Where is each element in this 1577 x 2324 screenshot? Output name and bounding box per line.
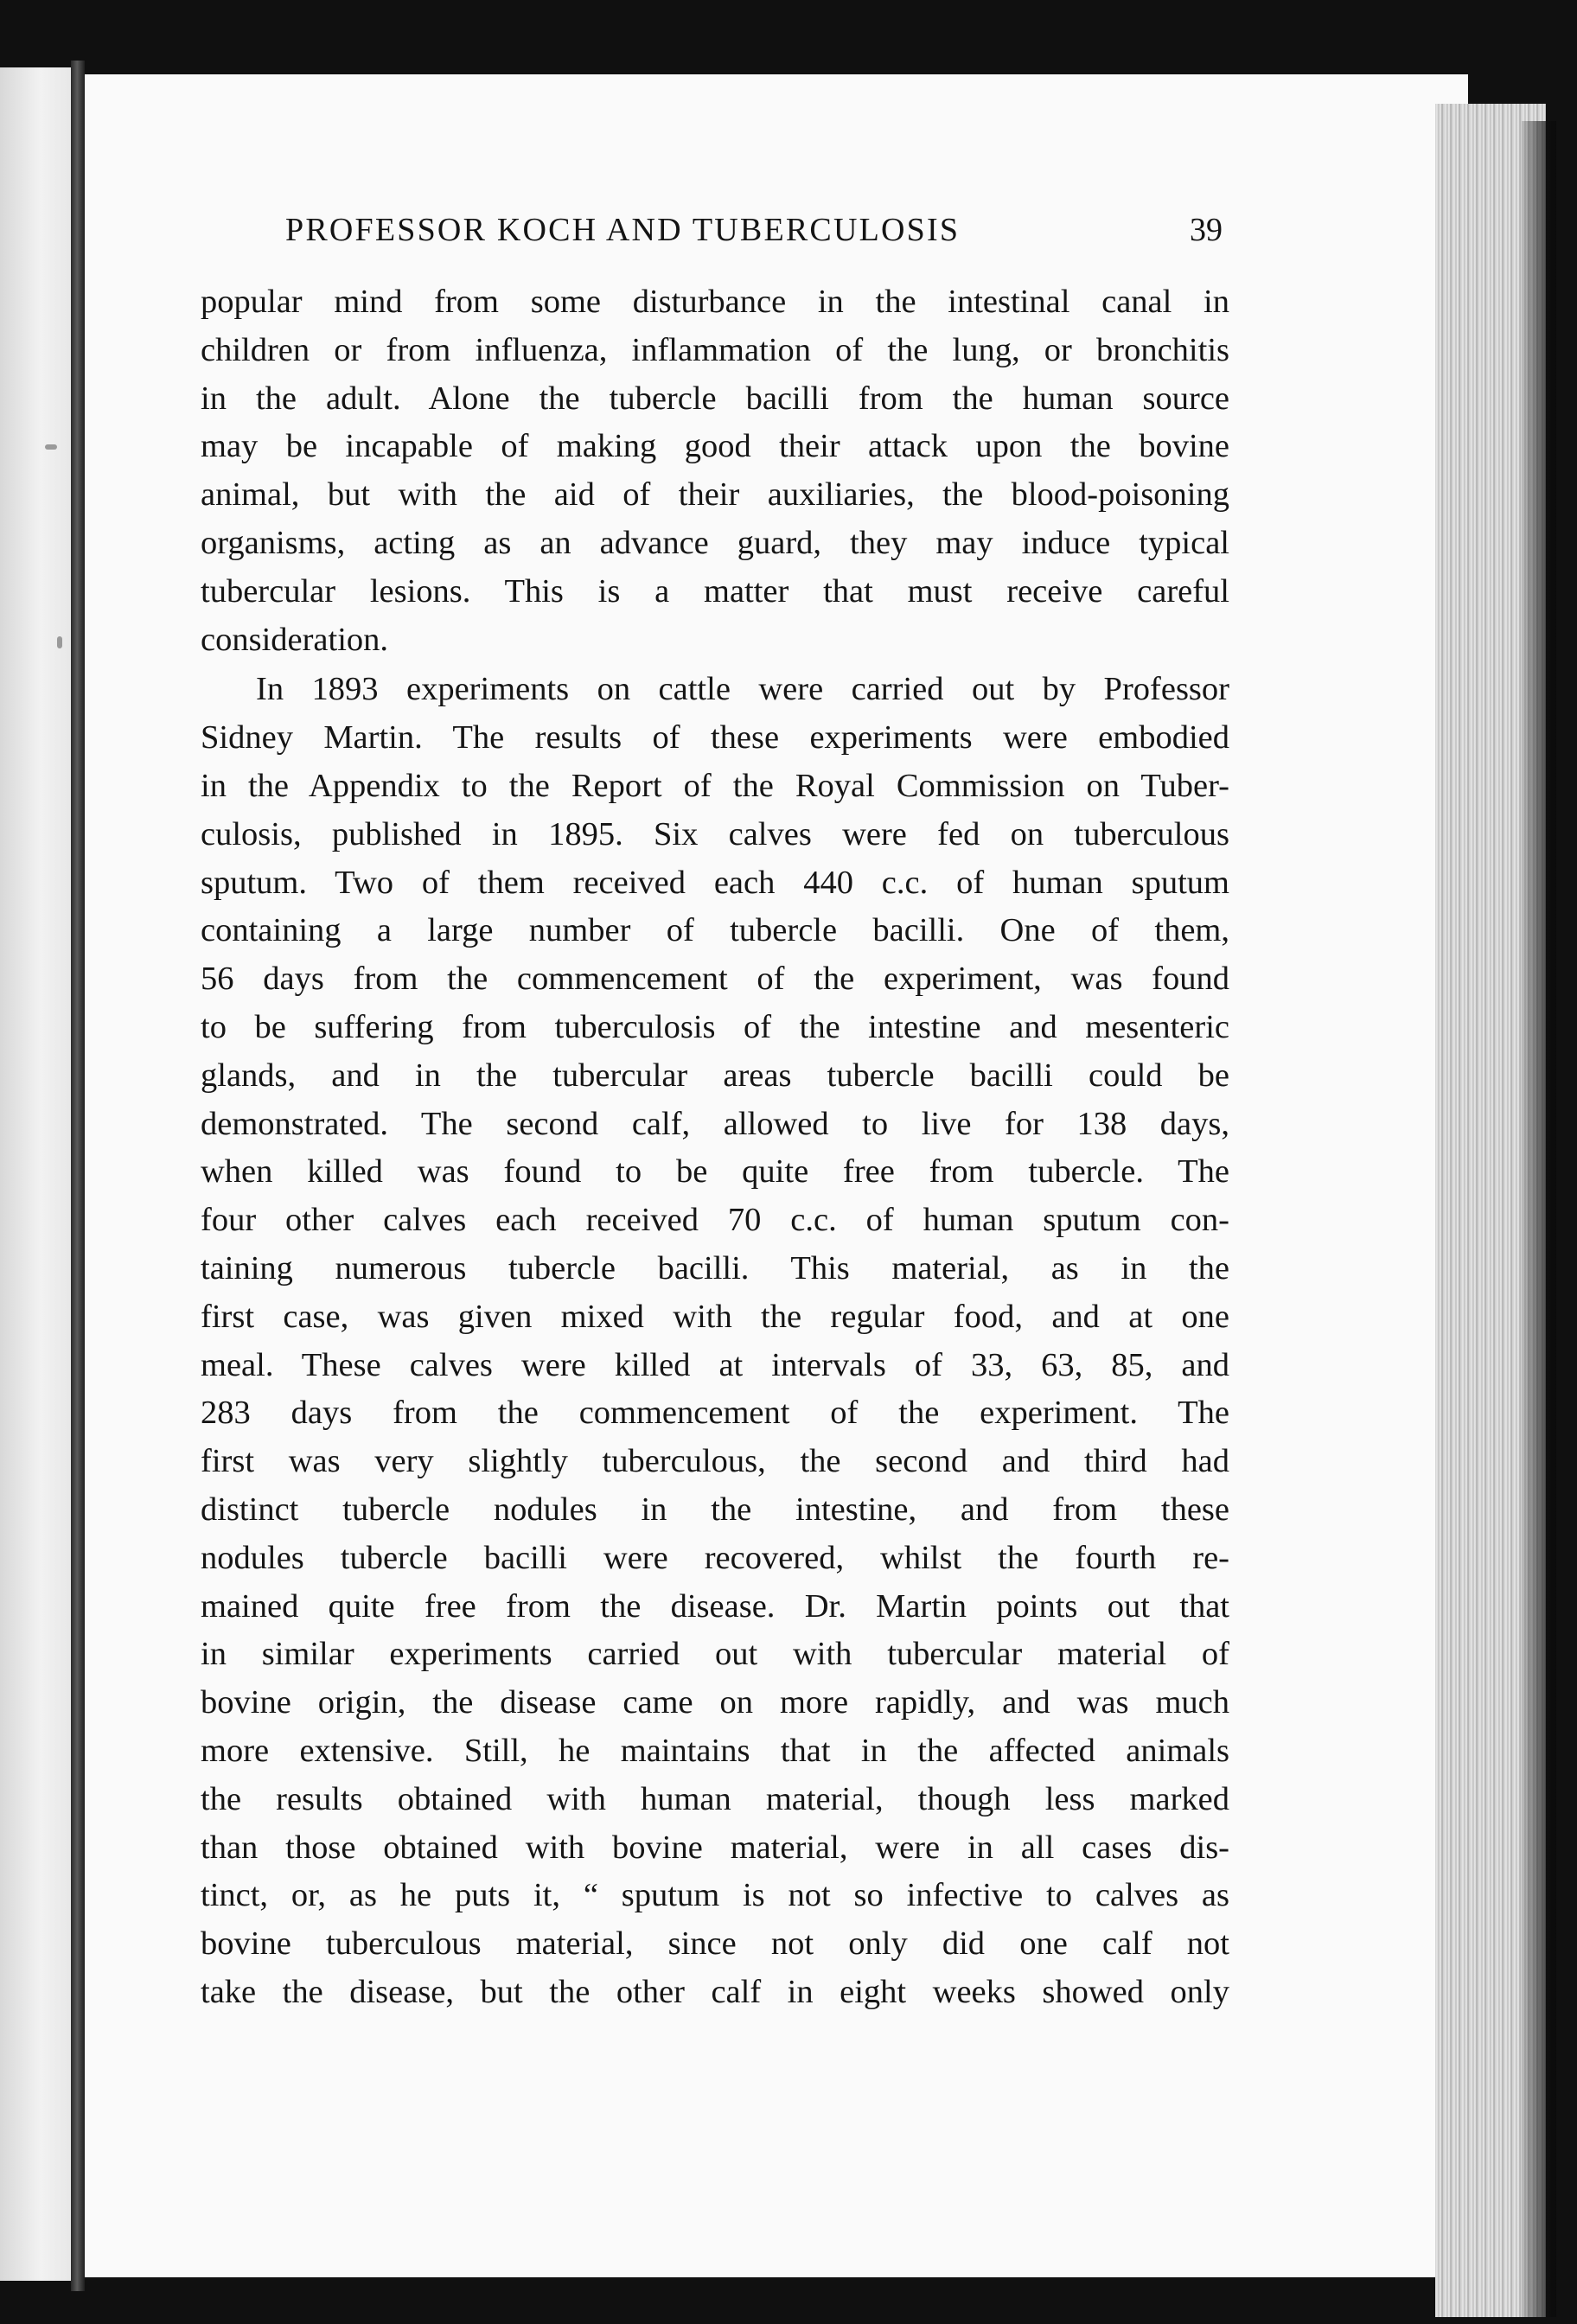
text-line: animal, but with the aid of their auxiliaries, the blood-poisoning <box>201 476 1229 514</box>
text-line: when killed was found to be quite free from tubercle. The <box>201 1153 1229 1191</box>
running-head-title: PROFESSOR KOCH AND TUBERCULOSIS <box>285 212 961 248</box>
text-line: in the adult. Alone the tubercle bacilli from the human source <box>201 380 1229 417</box>
text-line: bovine tuberculous material, since not only did one calf not <box>201 1925 1229 1963</box>
text-line: distinct tubercle nodules in the intestine, and from these <box>201 1491 1229 1528</box>
body-text <box>201 278 1229 2017</box>
margin-mark <box>57 636 62 648</box>
text-line: consideration. <box>201 621 389 658</box>
paragraph <box>201 278 1229 664</box>
text-line: nodules tubercle bacilli were recovered, whilst the fourth re- <box>201 1539 1229 1576</box>
text-line: more extensive. Still, he maintains that in the affected animals <box>201 1732 1229 1769</box>
text-line: in similar experiments carried out with tubercular material of <box>201 1636 1229 1673</box>
text-line: meal. These calves were killed at intervals of 33, 63, 85, and <box>201 1346 1229 1383</box>
text-line: 56 days from the commencement of the experiment, was found <box>201 961 1229 998</box>
text-line: first was very slightly tuberculous, the second and third had <box>201 1443 1229 1480</box>
text-line: Sidney Martin. The results of these experiments were embodied <box>201 719 1229 757</box>
text-line: containing a large number of tubercle bacilli. One of them, <box>201 912 1229 949</box>
book-gutter <box>71 61 85 2291</box>
page-number: 39 <box>1190 212 1223 248</box>
text-line: take the disease, but the other calf in eight weeks showed only <box>201 1973 1229 2010</box>
text-line: In 1893 experiments on cattle were carried out by Professor <box>256 671 1229 708</box>
page-stack-shadow <box>1522 121 1556 2317</box>
text-line: glands, and in the tubercular areas tubercle bacilli could be <box>201 1057 1229 1094</box>
text-line: in the Appendix to the Report of the Royal Commission on Tuber- <box>201 767 1229 804</box>
text-line: popular mind from some disturbance in the intestinal canal in <box>201 284 1229 320</box>
text-line: tinct, or, as he puts it, “ sputum is not so infective to calves as <box>201 1877 1229 1914</box>
text-line: culosis, published in 1895. Six calves were fed on tuberculous <box>201 815 1229 852</box>
text-line: bovine origin, the disease came on more rapidly, and was much <box>201 1684 1229 1721</box>
running-head <box>285 211 1231 249</box>
text-line: demonstrated. The second calf, allowed to live for 138 days, <box>201 1105 1229 1142</box>
paragraph <box>201 666 1229 2016</box>
text-line: taining numerous tubercle bacilli. This material, as in the <box>201 1249 1229 1286</box>
text-line: tubercular lesions. This is a matter that must receive careful <box>201 572 1229 610</box>
text-line: the results obtained with human material, though less marked <box>201 1780 1229 1817</box>
text-line: 283 days from the commencement of the experiment. The <box>201 1395 1229 1432</box>
text-line: organisms, acting as an advance guard, they may induce typical <box>201 524 1229 561</box>
text-line: first case, was given mixed with the regular food, and at one <box>201 1298 1229 1335</box>
facing-page-edge <box>0 67 74 2281</box>
text-line: four other calves each received 70 c.c. of human sputum con- <box>201 1202 1229 1239</box>
margin-mark <box>45 444 57 450</box>
text-line: sputum. Two of them received each 440 c.c. of human sputum <box>201 864 1229 901</box>
text-line: than those obtained with bovine material, were in all cases dis- <box>201 1829 1229 1866</box>
text-line: to be suffering from tuberculosis of the intestine and mesenteric <box>201 1008 1229 1045</box>
text-line: mained quite free from the disease. Dr. Martin points out that <box>201 1587 1229 1625</box>
text-line: may be incapable of making good their attack upon the bovine <box>201 428 1229 465</box>
text-line: children or from influenza, inflammation of the lung, or bronchitis <box>201 331 1229 368</box>
